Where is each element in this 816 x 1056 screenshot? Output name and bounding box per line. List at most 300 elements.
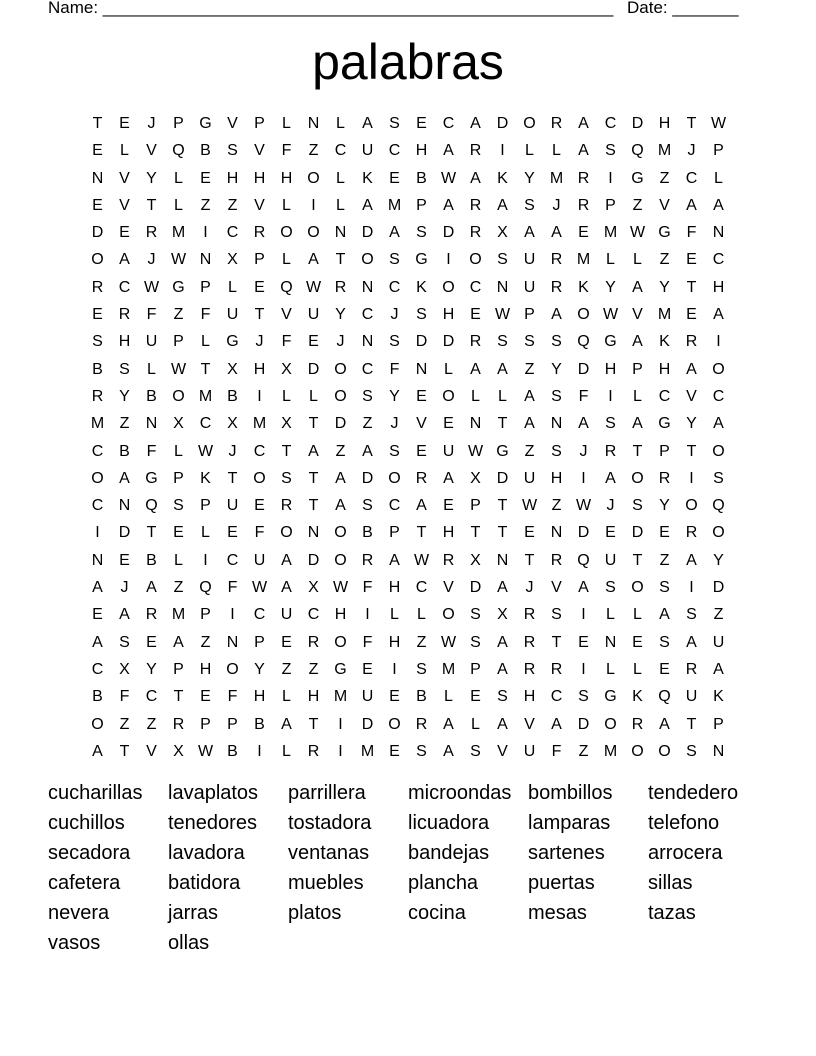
grid-letter: A bbox=[443, 142, 454, 160]
grid-letter: Z bbox=[524, 442, 535, 460]
grid-letter: Q bbox=[577, 333, 590, 351]
grid-letter: I bbox=[689, 579, 694, 597]
grid-letter: V bbox=[551, 579, 562, 597]
grid-letter: G bbox=[496, 442, 509, 460]
grid-letter: P bbox=[389, 524, 400, 542]
grid-letter: E bbox=[470, 306, 481, 324]
grid-letter: S bbox=[605, 579, 616, 597]
grid-letter: E bbox=[470, 688, 481, 706]
grid-letter: P bbox=[713, 715, 724, 733]
grid-letter: G bbox=[145, 469, 158, 487]
grid-row bbox=[84, 550, 732, 577]
grid-letter: E bbox=[578, 633, 589, 651]
grid-letter: A bbox=[92, 579, 103, 597]
grid-letter: D bbox=[469, 579, 482, 597]
grid-letter: F bbox=[362, 579, 373, 597]
grid-letter: A bbox=[686, 633, 697, 651]
grid-letter: T bbox=[686, 442, 697, 460]
grid-letter: P bbox=[605, 196, 616, 214]
word-list-item: sartenes bbox=[528, 842, 605, 864]
grid-letter: B bbox=[416, 169, 427, 187]
grid-letter: F bbox=[281, 142, 292, 160]
word-list-item: ollas bbox=[168, 932, 210, 954]
grid-letter: T bbox=[497, 524, 508, 542]
grid-letter: R bbox=[253, 224, 266, 242]
grid-letter: W bbox=[629, 224, 646, 242]
grid-letter: C bbox=[361, 360, 374, 378]
grid-letter: A bbox=[119, 469, 130, 487]
grid-letter: V bbox=[632, 306, 643, 324]
grid-letter: E bbox=[92, 142, 103, 160]
grid-letter: Y bbox=[659, 497, 670, 515]
grid-letter: H bbox=[415, 142, 428, 160]
grid-letter: N bbox=[712, 742, 725, 760]
grid-letter: V bbox=[119, 196, 130, 214]
grid-letter: F bbox=[686, 224, 697, 242]
grid-letter: S bbox=[524, 196, 535, 214]
grid-letter: G bbox=[226, 333, 239, 351]
grid-letter: P bbox=[200, 606, 211, 624]
grid-letter: S bbox=[524, 333, 535, 351]
grid-letter: T bbox=[551, 633, 562, 651]
grid-letter: E bbox=[200, 169, 211, 187]
grid-letter: T bbox=[281, 442, 292, 460]
grid-letter: F bbox=[551, 742, 562, 760]
grid-letter: Y bbox=[524, 169, 535, 187]
grid-row bbox=[84, 468, 732, 495]
grid-letter: S bbox=[497, 251, 508, 269]
grid-letter: C bbox=[334, 142, 347, 160]
grid-letter: R bbox=[550, 660, 563, 678]
grid-letter: I bbox=[203, 551, 208, 569]
grid-letter: G bbox=[172, 278, 185, 296]
grid-letter: G bbox=[604, 688, 617, 706]
word-list bbox=[48, 780, 768, 960]
grid-letter: H bbox=[388, 633, 401, 651]
grid-letter: V bbox=[524, 715, 535, 733]
grid-letter: P bbox=[173, 469, 184, 487]
grid-letter: Q bbox=[631, 142, 644, 160]
grid-letter: Z bbox=[119, 715, 130, 733]
grid-letter: R bbox=[577, 196, 590, 214]
grid-letter: E bbox=[524, 524, 535, 542]
grid-letter: E bbox=[254, 497, 265, 515]
grid-letter: S bbox=[416, 306, 427, 324]
grid-letter: T bbox=[686, 278, 697, 296]
grid-letter: S bbox=[281, 469, 292, 487]
grid-letter: C bbox=[91, 442, 104, 460]
grid-letter: J bbox=[390, 415, 399, 433]
word-search-grid bbox=[84, 113, 732, 768]
grid-letter: X bbox=[227, 415, 238, 433]
grid-row bbox=[84, 604, 732, 631]
grid-letter: S bbox=[470, 633, 481, 651]
grid-letter: R bbox=[469, 196, 482, 214]
grid-letter: L bbox=[633, 251, 642, 269]
grid-letter: D bbox=[577, 360, 590, 378]
grid-letter: U bbox=[523, 742, 536, 760]
grid-letter: T bbox=[497, 497, 508, 515]
grid-letter: L bbox=[552, 142, 561, 160]
grid-letter: A bbox=[605, 469, 616, 487]
page-title: palabras bbox=[312, 34, 504, 90]
grid-row bbox=[84, 304, 732, 331]
grid-letter: A bbox=[281, 551, 292, 569]
grid-letter: L bbox=[120, 142, 129, 160]
grid-letter: Z bbox=[173, 306, 184, 324]
grid-letter: A bbox=[308, 251, 319, 269]
grid-letter: H bbox=[199, 660, 212, 678]
grid-letter: Q bbox=[712, 497, 725, 515]
grid-letter: C bbox=[685, 169, 698, 187]
grid-letter: H bbox=[712, 278, 725, 296]
grid-letter: P bbox=[659, 442, 670, 460]
grid-letter: O bbox=[469, 251, 482, 269]
grid-letter: D bbox=[334, 415, 347, 433]
grid-letter: E bbox=[200, 688, 211, 706]
grid-letter: C bbox=[442, 115, 455, 132]
grid-letter: O bbox=[334, 633, 347, 651]
grid-letter: M bbox=[657, 142, 672, 160]
grid-letter: A bbox=[578, 142, 589, 160]
grid-letter: F bbox=[389, 360, 400, 378]
grid-letter: A bbox=[362, 442, 373, 460]
grid-letter: S bbox=[389, 251, 400, 269]
grid-letter: R bbox=[469, 142, 482, 160]
grid-letter: P bbox=[470, 497, 481, 515]
grid-letter: E bbox=[281, 633, 292, 651]
grid-letter: A bbox=[362, 115, 373, 132]
grid-letter: K bbox=[578, 278, 589, 296]
grid-letter: O bbox=[631, 469, 644, 487]
grid-letter: Y bbox=[335, 306, 346, 324]
grid-letter: C bbox=[415, 579, 428, 597]
grid-letter: X bbox=[281, 360, 292, 378]
grid-letter: J bbox=[336, 333, 345, 351]
grid-row bbox=[84, 632, 732, 659]
grid-letter: S bbox=[632, 497, 643, 515]
grid-letter: L bbox=[147, 360, 156, 378]
grid-row bbox=[84, 686, 732, 713]
grid-letter: P bbox=[227, 715, 238, 733]
grid-row bbox=[84, 195, 732, 222]
grid-letter: Q bbox=[199, 579, 212, 597]
grid-letter: A bbox=[362, 196, 373, 214]
grid-letter: M bbox=[333, 688, 348, 706]
grid-letter: A bbox=[497, 715, 508, 733]
grid-letter: N bbox=[604, 633, 617, 651]
grid-letter: P bbox=[254, 633, 265, 651]
grid-letter: V bbox=[254, 142, 265, 160]
grid-letter: T bbox=[227, 469, 238, 487]
grid-letter: N bbox=[415, 360, 428, 378]
grid-letter: X bbox=[227, 251, 238, 269]
grid-letter: T bbox=[254, 306, 265, 324]
grid-row bbox=[84, 386, 732, 413]
grid-letter: Y bbox=[119, 387, 130, 405]
grid-letter: P bbox=[173, 333, 184, 351]
grid-letter: S bbox=[416, 224, 427, 242]
grid-letter: C bbox=[712, 387, 725, 405]
grid-letter: A bbox=[470, 115, 481, 132]
grid-letter: H bbox=[226, 169, 239, 187]
grid-letter: T bbox=[524, 551, 535, 569]
grid-letter: T bbox=[497, 415, 508, 433]
grid-letter: P bbox=[200, 278, 211, 296]
grid-letter: L bbox=[390, 606, 399, 624]
grid-letter: D bbox=[361, 715, 374, 733]
grid-letter: T bbox=[173, 688, 184, 706]
grid-letter: S bbox=[551, 387, 562, 405]
grid-letter: V bbox=[281, 306, 292, 324]
grid-letter: O bbox=[442, 278, 455, 296]
grid-letter: I bbox=[689, 469, 694, 487]
grid-letter: O bbox=[172, 387, 185, 405]
grid-letter: S bbox=[470, 742, 481, 760]
grid-letter: N bbox=[307, 524, 320, 542]
grid-letter: W bbox=[251, 579, 268, 597]
grid-letter: T bbox=[308, 497, 319, 515]
grid-letter: I bbox=[257, 387, 262, 405]
grid-letter: O bbox=[442, 387, 455, 405]
grid-letter: U bbox=[226, 497, 239, 515]
grid-letter: A bbox=[119, 606, 130, 624]
grid-letter: O bbox=[712, 524, 725, 542]
grid-letter: R bbox=[577, 169, 590, 187]
grid-letter: N bbox=[496, 278, 509, 296]
grid-letter: C bbox=[253, 606, 266, 624]
grid-letter: R bbox=[604, 442, 617, 460]
grid-letter: A bbox=[632, 278, 643, 296]
grid-letter: A bbox=[470, 169, 481, 187]
grid-letter: O bbox=[280, 524, 293, 542]
grid-letter: A bbox=[632, 415, 643, 433]
grid-letter: N bbox=[712, 224, 725, 242]
grid-letter: A bbox=[524, 224, 535, 242]
grid-letter: E bbox=[389, 169, 400, 187]
grid-letter: F bbox=[254, 524, 265, 542]
grid-letter: H bbox=[604, 360, 617, 378]
grid-letter: R bbox=[685, 524, 698, 542]
grid-letter: A bbox=[335, 469, 346, 487]
grid-letter: B bbox=[254, 715, 265, 733]
grid-letter: H bbox=[388, 579, 401, 597]
grid-letter: D bbox=[91, 224, 104, 242]
grid-letter: R bbox=[685, 333, 698, 351]
grid-letter: T bbox=[119, 742, 130, 760]
grid-letter: A bbox=[659, 606, 670, 624]
grid-letter: L bbox=[498, 387, 507, 405]
grid-letter: V bbox=[686, 387, 697, 405]
grid-letter: C bbox=[91, 497, 104, 515]
grid-letter: K bbox=[713, 688, 724, 706]
grid-row bbox=[84, 249, 732, 276]
grid-letter: L bbox=[174, 551, 183, 569]
grid-letter: N bbox=[334, 224, 347, 242]
grid-letter: F bbox=[119, 688, 130, 706]
grid-letter: A bbox=[524, 387, 535, 405]
grid-letter: R bbox=[172, 715, 185, 733]
grid-letter: N bbox=[469, 415, 482, 433]
grid-letter: E bbox=[659, 524, 670, 542]
grid-letter: D bbox=[307, 360, 320, 378]
grid-row bbox=[84, 495, 732, 522]
grid-letter: E bbox=[92, 196, 103, 214]
grid-letter: J bbox=[228, 442, 237, 460]
grid-letter: O bbox=[361, 251, 374, 269]
grid-letter: O bbox=[631, 742, 644, 760]
word-list-item: licuadora bbox=[408, 812, 490, 834]
grid-letter: P bbox=[200, 497, 211, 515]
grid-letter: E bbox=[659, 660, 670, 678]
grid-letter: V bbox=[119, 169, 130, 187]
grid-letter: S bbox=[578, 688, 589, 706]
word-list-item: nevera bbox=[48, 902, 110, 924]
word-list-item: tenedores bbox=[168, 812, 257, 834]
grid-letter: R bbox=[307, 742, 320, 760]
grid-letter: S bbox=[119, 633, 130, 651]
word-list-item: parrillera bbox=[288, 782, 366, 804]
grid-letter: A bbox=[578, 415, 589, 433]
grid-letter: S bbox=[659, 633, 670, 651]
word-list-item: secadora bbox=[48, 842, 131, 864]
grid-letter: D bbox=[118, 524, 131, 542]
grid-letter: A bbox=[335, 497, 346, 515]
grid-letter: L bbox=[282, 251, 291, 269]
grid-letter: T bbox=[308, 469, 319, 487]
word-list-item: plancha bbox=[408, 872, 479, 894]
grid-letter: S bbox=[497, 333, 508, 351]
word-list-item: puertas bbox=[528, 872, 595, 894]
grid-letter: A bbox=[497, 633, 508, 651]
grid-letter: S bbox=[362, 387, 373, 405]
grid-letter: Z bbox=[524, 360, 535, 378]
word-list-item: cucharillas bbox=[48, 782, 143, 804]
word-list-item: mesas bbox=[528, 902, 587, 924]
grid-letter: Z bbox=[227, 196, 238, 214]
word-list-item: vasos bbox=[48, 932, 101, 954]
grid-letter: A bbox=[146, 579, 157, 597]
grid-letter: N bbox=[145, 415, 158, 433]
grid-letter: E bbox=[416, 387, 427, 405]
grid-letter: O bbox=[280, 224, 293, 242]
grid-letter: Z bbox=[416, 633, 427, 651]
grid-letter: B bbox=[92, 688, 103, 706]
grid-letter: G bbox=[658, 415, 671, 433]
grid-letter: A bbox=[578, 579, 589, 597]
grid-letter: X bbox=[173, 742, 184, 760]
grid-letter: H bbox=[118, 333, 131, 351]
grid-letter: L bbox=[471, 715, 480, 733]
grid-letter: M bbox=[90, 415, 105, 433]
grid-letter: A bbox=[713, 306, 724, 324]
grid-letter: A bbox=[551, 715, 562, 733]
grid-letter: O bbox=[712, 442, 725, 460]
grid-letter: I bbox=[257, 742, 262, 760]
grid-letter: O bbox=[226, 660, 239, 678]
grid-letter: X bbox=[281, 415, 292, 433]
grid-letter: T bbox=[200, 360, 211, 378]
grid-letter: P bbox=[200, 715, 211, 733]
grid-letter: R bbox=[550, 115, 563, 132]
grid-letter: R bbox=[145, 224, 158, 242]
grid-letter: W bbox=[305, 278, 322, 296]
grid-letter: Y bbox=[659, 278, 670, 296]
grid-letter: L bbox=[606, 251, 615, 269]
grid-letter: I bbox=[203, 224, 208, 242]
grid-letter: E bbox=[92, 306, 103, 324]
grid-letter: I bbox=[338, 742, 343, 760]
grid-letter: R bbox=[523, 660, 536, 678]
grid-letter: P bbox=[713, 142, 724, 160]
grid-letter: H bbox=[253, 688, 266, 706]
grid-letter: Z bbox=[578, 742, 589, 760]
grid-letter: A bbox=[497, 660, 508, 678]
grid-row bbox=[84, 113, 732, 140]
grid-letter: H bbox=[442, 524, 455, 542]
grid-letter: L bbox=[471, 387, 480, 405]
grid-letter: S bbox=[605, 415, 616, 433]
word-list-item: bombillos bbox=[528, 782, 613, 804]
grid-letter: N bbox=[118, 497, 131, 515]
grid-letter: Z bbox=[200, 196, 211, 214]
grid-letter: A bbox=[551, 306, 562, 324]
grid-letter: N bbox=[550, 415, 563, 433]
grid-letter: H bbox=[334, 606, 347, 624]
grid-letter: U bbox=[523, 251, 536, 269]
grid-letter: N bbox=[361, 333, 374, 351]
grid-letter: A bbox=[497, 196, 508, 214]
date-field-line: Date: _______ bbox=[627, 0, 739, 17]
grid-letter: M bbox=[603, 224, 618, 242]
grid-letter: N bbox=[307, 115, 320, 132]
grid-letter: M bbox=[603, 742, 618, 760]
grid-letter: M bbox=[576, 251, 591, 269]
grid-letter: J bbox=[147, 251, 156, 269]
word-list-item: platos bbox=[288, 902, 342, 924]
grid-letter: S bbox=[227, 142, 238, 160]
grid-letter: S bbox=[497, 688, 508, 706]
grid-letter: O bbox=[442, 606, 455, 624]
grid-letter: O bbox=[253, 469, 266, 487]
grid-letter: S bbox=[551, 442, 562, 460]
grid-letter: C bbox=[199, 415, 212, 433]
word-list-item: ventanas bbox=[288, 842, 370, 864]
grid-letter: W bbox=[440, 633, 457, 651]
grid-letter: W bbox=[143, 278, 160, 296]
grid-letter: J bbox=[687, 142, 696, 160]
grid-letter: O bbox=[307, 169, 320, 187]
grid-letter: C bbox=[91, 660, 104, 678]
grid-letter: K bbox=[497, 169, 508, 187]
grid-letter: H bbox=[658, 115, 671, 132]
grid-letter: R bbox=[415, 715, 428, 733]
grid-letter: L bbox=[336, 196, 345, 214]
grid-letter: O bbox=[334, 524, 347, 542]
grid-letter: N bbox=[199, 251, 212, 269]
grid-letter: J bbox=[390, 306, 399, 324]
grid-letter: E bbox=[173, 524, 184, 542]
grid-letter: V bbox=[146, 742, 157, 760]
grid-letter: P bbox=[173, 115, 184, 132]
grid-letter: I bbox=[716, 333, 721, 351]
grid-letter: D bbox=[442, 333, 455, 351]
grid-letter: A bbox=[92, 633, 103, 651]
grid-letter: C bbox=[604, 115, 617, 132]
grid-letter: V bbox=[416, 415, 427, 433]
grid-letter: S bbox=[173, 497, 184, 515]
grid-letter: E bbox=[416, 115, 427, 132]
